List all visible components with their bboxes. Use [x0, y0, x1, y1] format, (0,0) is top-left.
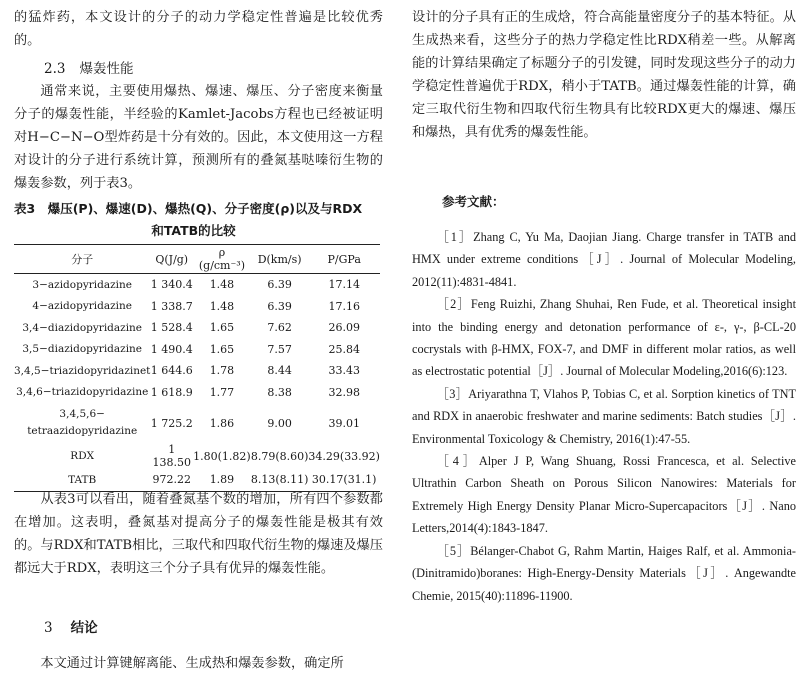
table-cell: 6.39 — [267, 278, 292, 292]
left-top-paragraph: 的猛炸药，本文设计的分子的动力学稳定性普遍是比较优秀的。 — [14, 10, 383, 48]
table-cell: 30.17(31.1) — [308, 469, 380, 491]
table-cell-molecule: 4−azidopyridazine — [32, 300, 132, 313]
table-cell: 26.09 — [328, 321, 360, 335]
table-row — [14, 403, 380, 443]
table-cell: 6.39 — [267, 299, 292, 313]
table-cell: 25.84 — [328, 342, 360, 356]
table-cell: 8.44 — [267, 364, 292, 378]
table-cell-molecule: 3,4−diazidopyridazine — [22, 321, 143, 334]
table-header-cell: P/GPa — [308, 245, 380, 274]
table-cell-molecule: 3,4,6−triazidopyridazine — [16, 386, 149, 399]
table-cell: 1.77 — [209, 385, 235, 399]
table-cell: 17.16 — [328, 299, 360, 313]
references-heading: 参考文献： — [442, 194, 505, 209]
table-row — [14, 443, 380, 469]
table-header-row — [14, 245, 380, 274]
table-cell: 1.78 — [209, 364, 235, 378]
table-cell-molecule: 3,4,5−triazidopyridazinet — [14, 364, 151, 377]
table-cell-molecule: 3,5−diazidopyridazine — [22, 343, 143, 356]
section-2-3-number: 2.3 — [44, 61, 66, 77]
reference-item: ［4］Alper J P, Wang Shuang, Rossi Francesca, et al. Selective Ultrathin Carbon Sheath on Porous Silicon Nanowires: Materials for Extremely High Energy Density Planar Micro-Supercapacitors［J］. Nano Letters,2014(4):1843-1847. — [412, 454, 796, 536]
table-header-cell: D(km/s) — [251, 245, 309, 274]
table-cell: 1 618.9 — [150, 385, 193, 399]
table-row — [14, 382, 380, 404]
molecule-name-part: tetraazidopyridazine — [27, 425, 138, 437]
table-cell: 1.80(1.82) — [193, 449, 251, 463]
table-cell: 1 644.6 — [150, 364, 193, 378]
table-cell-molecule: 3−azidopyridazine — [32, 278, 132, 291]
table-cell: 33.43 — [328, 364, 360, 378]
table-cell: 1.65 — [209, 321, 235, 335]
reference-item: ［1］Zhang C, Yu Ma, Daojian Jiang. Charge transfer in TATB and HMX under extreme conditions［J］. Journal of Molecular Modeling, 2012(11):4831-4841. — [412, 230, 796, 289]
table-cell: 1.48 — [209, 299, 235, 313]
reference-item: ［2］Feng Ruizhi, Zhang Shuhai, Ren Fude, et al. Theoretical insight into the binding energy and detonation performance of ε-, γ-, β-CL-20 cocrystals with β-HMX, FOX-7, and DMF in different molar ratios, as well as electrostatic potential［J］. Journal of Molecular Modeling,2016(6):123. — [412, 297, 796, 379]
section-2-3-title: 爆轰性能 — [79, 61, 134, 77]
table-cell: 7.57 — [267, 342, 292, 356]
table-row — [14, 274, 380, 296]
table-cell: 8.13(8.11) — [251, 469, 309, 491]
conclusion-paragraph: 本文通过计算键解离能、生成热和爆轰参数，确定所 — [40, 656, 344, 671]
table-header-cell: 分子 — [14, 245, 150, 274]
table-cell: 7.62 — [267, 321, 292, 335]
detonation-table — [14, 244, 380, 492]
table-cell: 8.79(8.60) — [250, 449, 309, 463]
table-row — [14, 296, 380, 318]
table-row — [14, 317, 380, 339]
table-header-cell: Q(J/g) — [150, 245, 193, 274]
table-cell-molecule — [14, 403, 150, 443]
table-caption-line1: 表3 爆压(P)、爆速(D)、爆热(Q)、分子密度(ρ)以及与RDX — [14, 201, 363, 216]
table-cell: 1 725.2 — [150, 416, 193, 430]
table-cell: 39.01 — [328, 416, 360, 430]
molecule-name-part: 3,4,5,6− — [59, 408, 105, 420]
section-3-heading — [44, 616, 98, 636]
table-cell-molecule: RDX — [70, 450, 95, 462]
table-cell: 1 528.4 — [150, 321, 193, 335]
reference-item: ［3］Ariyarathna T, Vlahos P, Tobias C, et al. Sorption kinetics of TNT and RDX in anaerobic freshwater and marine sediments: Batch studies［J］. Environmental Toxicology & Chemistry, 2016(1):47-55. — [412, 386, 796, 446]
table-cell: 972.22 — [150, 469, 193, 491]
section-3-title: 结论 — [70, 620, 98, 636]
table-cell: 1 338.7 — [150, 299, 193, 313]
table-row — [14, 360, 380, 382]
table-cell: 8.38 — [267, 385, 292, 399]
table-cell-molecule: TATB — [14, 469, 150, 491]
table-cell: 32.98 — [328, 385, 360, 399]
table-cell: 1.86 — [209, 416, 235, 430]
table-cell: 1.65 — [209, 342, 235, 356]
references-list — [412, 226, 796, 607]
section-2-3-heading — [44, 57, 133, 77]
table-caption-line2: 和TATB的比较 — [151, 223, 236, 238]
table-discussion-paragraph: 从表3可以看出，随着叠氮基个数的增加，所有四个参数都在增加。这表明，叠氮基对提高分子的爆轰性能是极其有效的。与RDX和TATB相比，三取代和四取代衍生物的爆速及爆压都远大于RDX，表明这三个分子具有优异的爆轰性能。 — [14, 492, 383, 576]
table-cell: 17.14 — [328, 278, 360, 292]
table-header-cell: ρ (g/cm⁻³) — [193, 245, 251, 274]
table-cell: 9.00 — [267, 416, 292, 430]
table-cell: 1.48 — [209, 278, 235, 292]
table-row — [14, 339, 380, 361]
table-cell: 34.29(33.92) — [308, 449, 380, 463]
table-cell: 1 138.50 — [152, 443, 191, 469]
right-top-paragraph: 设计的分子具有正的生成焓，符合高能量密度分子的基本特征。从生成热来看，这些分子的热力学稳定性比RDX稍差一些。从解离能的计算结果确定了标题分子的引发键，同时发现这些分子的动力学稳定性普遍优于RDX，稍小于TATB。通过爆轰性能的计算，确定三取代衍生物和四取代衍生物具有比较RDX更大的爆速、爆压和爆热，具有优秀的爆轰性能。 — [412, 10, 796, 140]
table-cell: 1 340.4 — [150, 278, 193, 292]
table-caption — [14, 198, 383, 242]
table-cell: 1 490.4 — [150, 342, 193, 356]
section-3-number: 3 — [44, 620, 53, 636]
detonation-paragraph: 通常来说，主要使用爆热、爆速、爆压、分子密度来衡量分子的爆轰性能，半经验的Kamlet-Jacobs方程也已经被证明对H−C−N−O型炸药是十分有效的。因此，本文使用这一方程对设计的分子进行系统计算，预测所有的叠氮基哒嗪衍生物的爆轰参数，列于表3。 — [14, 84, 383, 191]
reference-item: ［5］Bélanger-Chabot G, Rahm Martin, Haiges Ralf, et al. Ammonia-(Dinitramido)boranes: High-Energy-Density Materials［J］. Angewandte Chemie, 2015(40):11896-11900. — [412, 543, 796, 603]
table-cell: 1.89 — [193, 469, 251, 491]
